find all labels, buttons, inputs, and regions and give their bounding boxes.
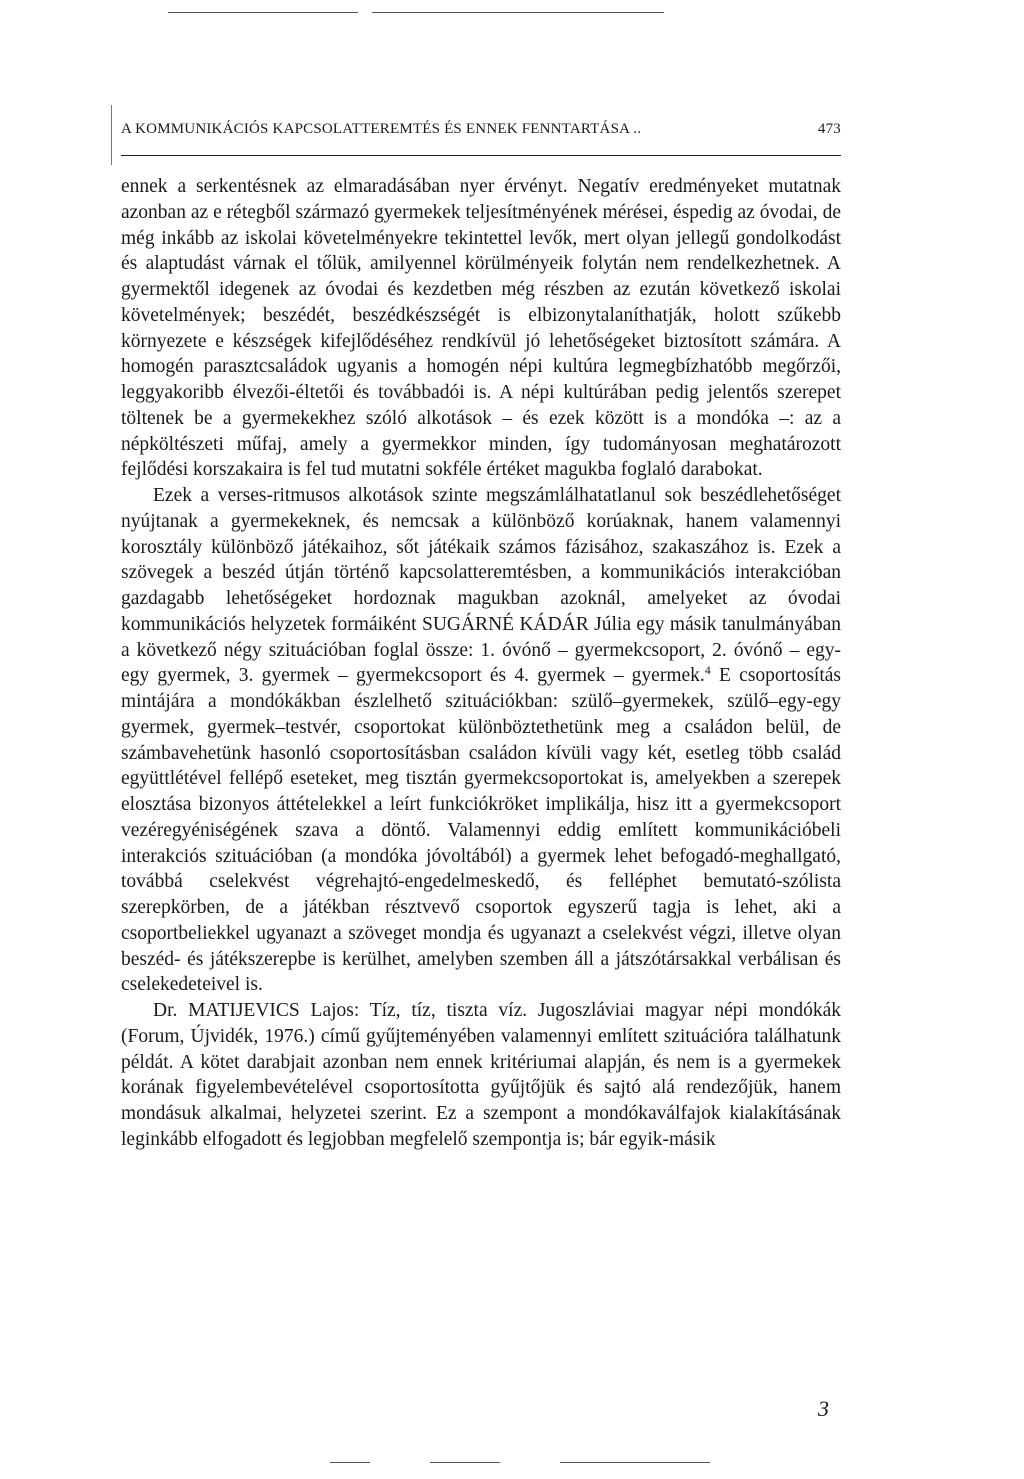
scan-edge-line [560,1462,710,1463]
paragraph-1 [121,174,841,483]
paragraph-3 [121,998,841,1153]
paragraph-text: Dr. MATIJEVICS Lajos: Tíz, tíz, tiszta víz. Jugoszláviai magyar népi mondókák (Forum, Újvidék, 1976.) című gyűjteményében valamennyi említett szituációra találhatunk példát. A kötet darabjait azonban nem ennek kritériumai alapján, és nem is a gyermekek korának figyelembevételével csoportosította gyűjtőjük és sajtó alá rendezőjük, hanem mondásuk alkalmai, helyzetei szerint. Ez a szempont a mondókaválfajok kialakításának leginkább elfogadott és legjobban megfelelő szempontja is; bár egyik-másik [121,1000,841,1150]
running-head-title: A KOMMUNIKÁCIÓS KAPCSOLATTEREMTÉS ÉS ENNEK FENNTARTÁSA .. [121,121,642,137]
paragraph-text: E csoportosítás mintájára a mondókákban észlelhető szituációkban: szülő–gyermekek, szülő–egy-egy gyermek, gyermek–testvér, csoportokat különböztethetünk meg a családon belül, de számbavehetünk hasonló csoportosításban családon kívüli vagy két, esetleg több család együttlétével fellépő eseteket, meg tisztán gyermekcsoportokat is, amelyekben a szerepek elosztása bizonyos áttételekkel a leírt funkciókröket implikálja, hisz itt a gyermekcsoport vezéregyéniségének szava a döntő. Valamennyi eddig említett kommunikációbeli interakciós szituációban (a mondóka jóvoltából) a gyermek lehet befogadó-meghallgató, továbbá cselekvést végrehajtó-engedelmeskedő, és felléphet bemutató-szólista szerepkörben, de a játékban résztvevő csoportok egyszerű tagja is lehet, aki a csoportbeliekkel ugyanazt a szöveget mondja és ugyanazt a cselekvést végzi, illetve olyan beszéd- és játékszerepbe is kerülhet, amelyben szemben áll a játszótársakkal verbálisan és cselekedeteivel is. [121,665,841,996]
paragraph-2 [121,483,841,998]
header-rule [121,155,841,156]
paragraph-text: ennek a serkentésnek az elmaradásában nyer érvényt. Negatív eredményeket mutatnak azonban az e rétegből származó gyermekek teljesítményének mérései, éspedig az óvodai, de még inkább az iskolai követelményekre tekintettel levők, mert olyan jellegű gondolkodást és alaptudást várnak el tőlük, amilyennel körülményeik folytán nem rendelkezhetnek. A gyermektől idegenek az óvodai és kezdetben még részben az ezután következő iskolai követelmények; beszédét, beszédkészségét is elbizonytalaníthatják, holott szűkebb környezete e készségek kifejlődéséhez rendkívül jó lehetőségeket biztosított számára. A homogén parasztcsaládok ugyanis a homogén népi kultúra legmegbízhatóbb megőrzői, leggyakoribb élvezői-éltetői és továbbadói is. A népi kultúrában pedig jelentős szerepet töltenek be a gyermekekhez szóló alkotások – és ezek között is a mondóka –: az a népköltészeti műfaj, amely a gyermekkor minden, így tudományosan meghatározott fejlődési korszakaira is fel tud mutatni sokféle értéket magukba foglaló darabokat. [121,176,841,481]
body-text [121,174,841,1153]
scan-edge-line [330,1462,370,1463]
footnote-marker: 4 [704,663,711,678]
running-head [121,121,841,138]
running-head-page: 473 [817,121,841,137]
paragraph-text: Ezek a verses-ritmusos alkotások szinte megszámlálhatatlanul sok beszédlehetőséget nyújtanak a gyermekeknek, és nemcsak a különböző korúaknak, hanem valamennyi korosztály különböző játékaihoz, sőt játékaik számos fázisához, szakaszához is. Ezek a szövegek a beszéd útján történő kapcsolatteremtésben, a kommunikációs interakcióban gazdagabb lehetőségeket hordoznak magukban azoknál, amelyeket az óvodai kommunikációs helyzetek formáiként SUGÁRNÉ KÁDÁR Júlia egy másik tanulmányában a következő négy szituációban foglal össze: 1. óvónő – gyermekcsoport, 2. óvónő – egy-egy gyermek, 3. gyermek – gyermekcsoport és 4. gyermek – gyermek. [121,485,841,687]
margin-rule [111,105,112,165]
scan-edge-line [372,12,664,13]
page-number: 3 [818,1396,829,1421]
scan-edge-line [168,12,358,13]
scan-edge-line [430,1462,500,1463]
